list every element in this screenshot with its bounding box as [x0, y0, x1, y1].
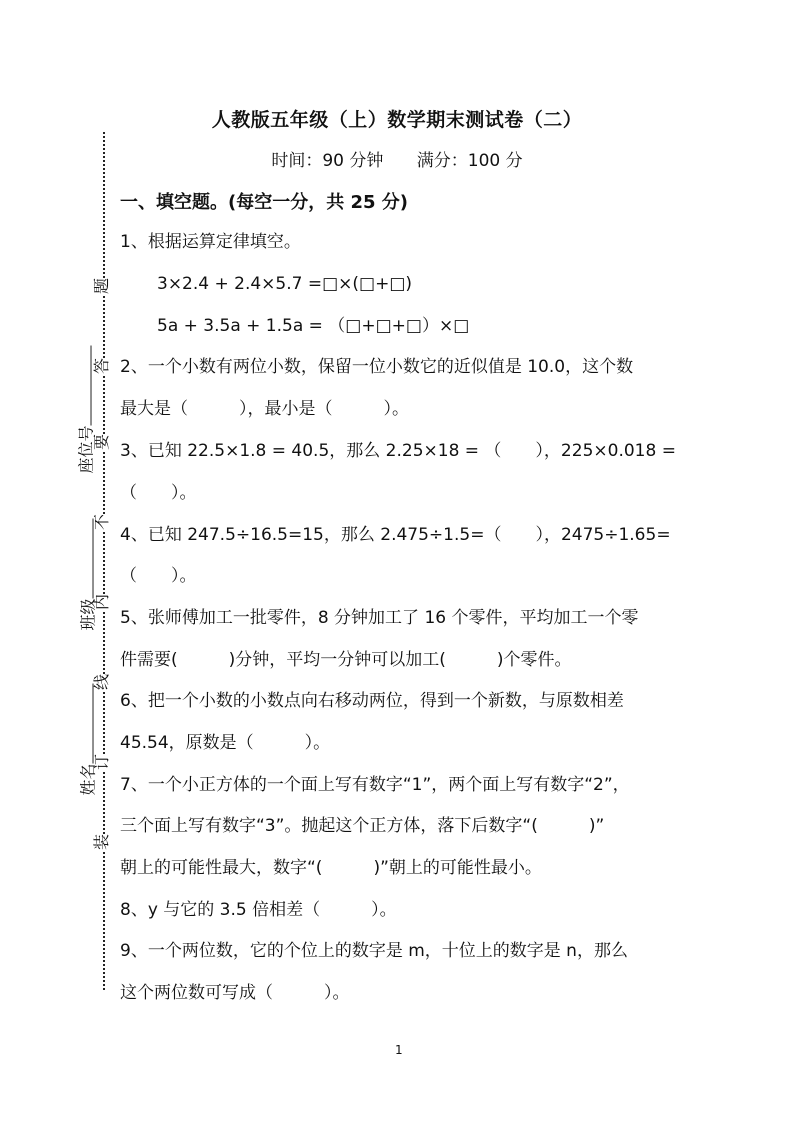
question-line: 三个面上写有数字“3”。抛起这个正方体，落下后数字“( )”	[120, 816, 605, 836]
section-heading: 一、填空题。(每空一分，共 25 分)	[120, 192, 409, 213]
seal-char: 要	[92, 433, 112, 451]
question-line: 4、已知 247.5÷16.5=15，那么 2.475÷1.5=（ ），2475÷1.65=	[120, 525, 671, 545]
seal-char: 装	[92, 833, 112, 851]
exam-info	[0, 146, 794, 171]
seal-char: 内	[92, 593, 112, 611]
question-line: 8、y 与它的 3.5 倍相差（ ）。	[120, 900, 397, 920]
question-line: 6、把一个小数的小数点向右移动两位，得到一个新数，与原数相差	[120, 691, 624, 711]
seat-number-blank[interactable]	[77, 345, 92, 425]
seal-char: 不	[92, 513, 112, 531]
question-line: 45.54，原数是（ ）。	[120, 733, 331, 753]
seal-char: 答	[92, 357, 112, 375]
question-line: 1、根据运算定律填空。	[120, 232, 301, 252]
question-line: 这个两位数可写成（ ）。	[120, 983, 350, 1003]
page-title: 人教版五年级（上）数学期末测试卷（二）	[211, 109, 583, 131]
class-blank[interactable]	[79, 518, 94, 598]
page-number: 1	[395, 1043, 403, 1057]
exam-score: 满分：100 分	[416, 151, 523, 171]
equation-line: 3×2.4 + 2.4×5.7 =□×(□+□)	[157, 274, 413, 294]
name-label: 姓名	[78, 763, 98, 796]
question-line: 3、已知 22.5×1.8 = 40.5，那么 2.25×18 = （ ），225×0.018 =	[120, 441, 676, 461]
question-line: 7、一个小正方体的一个面上写有数字“1”，两个面上写有数字“2”，	[120, 775, 630, 795]
name-blank[interactable]	[79, 683, 94, 763]
class-field[interactable]	[79, 518, 98, 630]
equation-line: 5a + 3.5a + 1.5a = （□+□+□）×□	[157, 316, 470, 336]
question-line: 5、张师傅加工一批零件，8 分钟加工了 16 个零件，平均加工一个零	[120, 608, 639, 628]
seal-char: 订	[92, 753, 112, 771]
seal-char: 线	[92, 673, 112, 691]
seat-number-field[interactable]	[77, 345, 96, 473]
class-label: 班级	[78, 598, 98, 631]
question-line: （ ）。	[120, 566, 197, 586]
question-line: （ ）。	[120, 483, 197, 503]
question-line: 朝上的可能性最大，数字“( )”朝上的可能性最小。	[120, 858, 542, 878]
question-line: 件需要( )分钟，平均一分钟可以加工( )个零件。	[120, 650, 572, 670]
question-line: 最大是（ ），最小是（ ）。	[120, 399, 409, 419]
name-field[interactable]	[79, 683, 98, 795]
binding-dotted-line	[103, 132, 105, 990]
question-line: 9、一个两位数，它的个位上的数字是 m，十位上的数字是 n，那么	[120, 941, 628, 961]
exam-time: 时间：90 分钟	[271, 151, 384, 171]
question-line: 2、一个小数有两位小数，保留一位小数它的近似值是 10.0，这个数	[120, 357, 634, 377]
seat-number-label: 座位号	[76, 425, 96, 474]
seal-char: 题	[92, 277, 112, 295]
